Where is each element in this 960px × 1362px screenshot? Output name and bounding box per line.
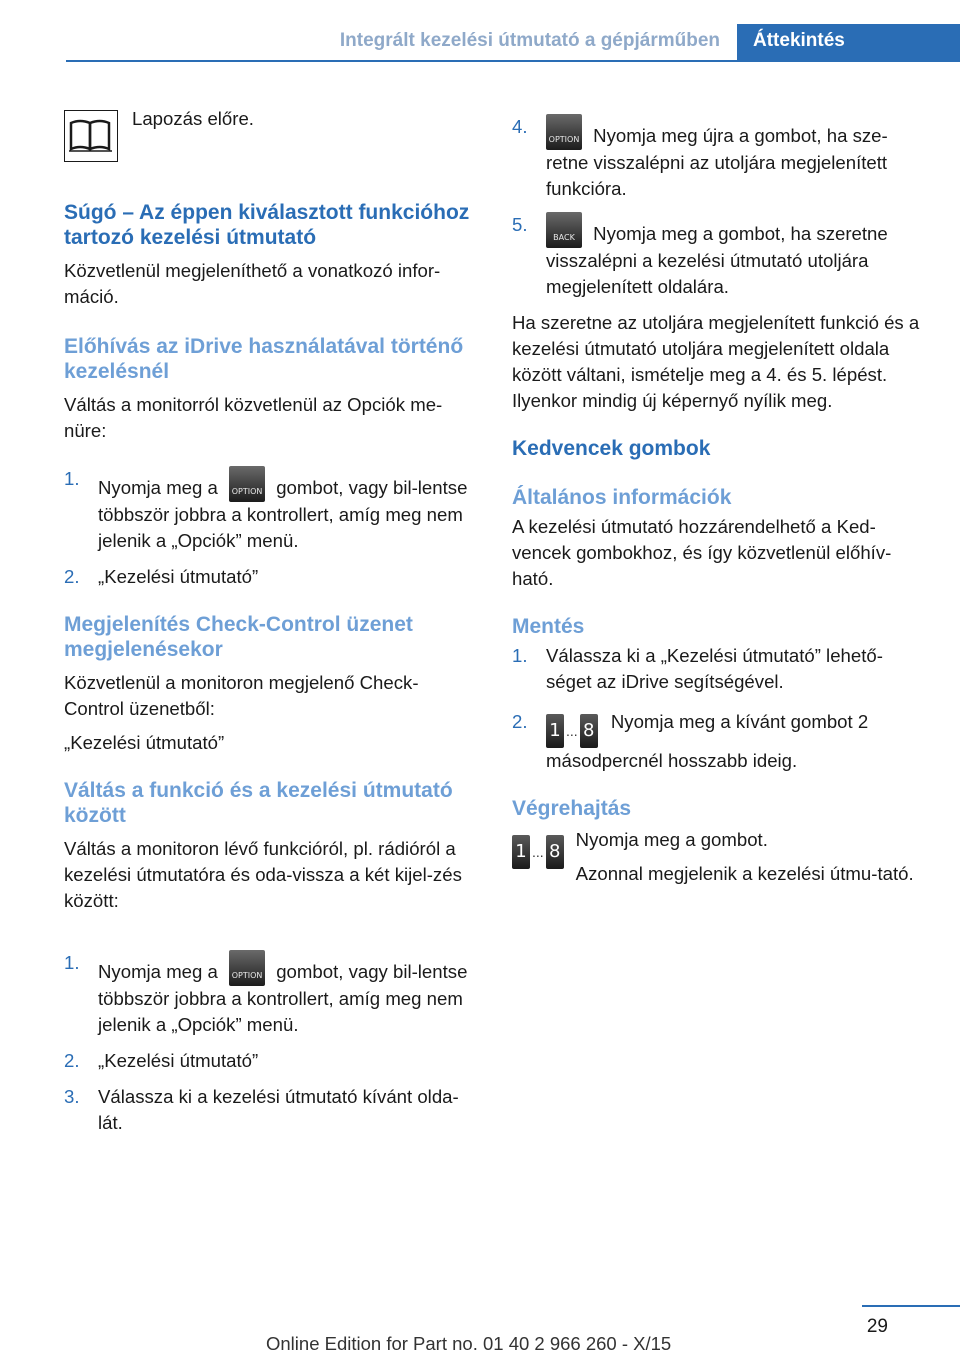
list-item: 1. Nyomja meg a OPTION gombot, vagy bil‐lentse többször jobbra a kontrollert, amíg meg nem jelenik a „Opciók” menü. [64, 468, 468, 551]
footer-rule [862, 1305, 960, 1307]
return-text: Ha szeretne az utoljára megjelenített funkció és a kezelési útmutató utoljára megjelenített oldala között váltani, ismételje meg a 4. és 5. lépést. Ilyenkor mindig új képernyő nyílik meg. [512, 312, 920, 411]
back-button-icon: BACK [546, 212, 582, 248]
heading-save: Mentés [512, 615, 585, 638]
idrive-steps [64, 466, 478, 590]
option-button-icon: OPTION [546, 114, 582, 150]
heading-favorites: Kedvencek gombok [512, 437, 711, 460]
switch-steps [64, 950, 478, 1136]
list-item: 2. 1 ... 8 Nyomja meg a kívánt gombot 2 másodpercnél hosszabb ideig. [512, 711, 869, 771]
idrive-text: Váltás a monitorról közvetlenül az Opciók me‐nüre: [64, 394, 443, 441]
option-button-icon: OPTION [229, 466, 265, 502]
heading-general: Általános információk [512, 486, 732, 509]
check-control-menu: „Kezelési útmutató” [64, 732, 225, 753]
list-item: 1. Válassza ki a „Kezelési útmutató” lehető‐séget az iDrive segítségével. [512, 645, 883, 692]
heading-help: Súgó – Az éppen kiválasztott funkcióhoz tartozó kezelési útmutató [64, 201, 470, 249]
header-section-title: Integrált kezelési útmutató a gépjárműben [339, 30, 720, 51]
header-rule [66, 60, 960, 62]
list-item: 1. Nyomja meg a OPTION gombot, vagy bil‐lentse többször jobbra a kontrollert, amíg meg nem jelenik a „Opciók” menü. [64, 952, 468, 1035]
right-column [512, 100, 922, 887]
help-text: Közvetlenül megjeleníthető a vonatkozó infor‐máció. [64, 260, 441, 307]
list-item: 5. BACK Nyomja meg a gombot, ha szeretne visszalépni a kezelési útmutató utoljára megjelenített oldalára. [512, 214, 888, 297]
edition-text: Online Edition for Part no. 01 40 2 966 260 - X/15 [266, 1333, 672, 1354]
heading-execute: Végrehajtás [512, 797, 632, 820]
header-tab: Áttekintés [737, 24, 960, 62]
list-item: 4. OPTION Nyomja meg újra a gombot, ha sze‐retne visszalépni az utoljára megjelenített funkcióra. [512, 116, 888, 199]
back-steps [512, 114, 922, 300]
switch-text: Váltás a monitoron lévő funkcióról, pl. rádióról a kezelési útmutatóra és oda-vissza a két kijel‐zés között: [64, 838, 462, 911]
check-control-text: Közvetlenül a monitoron megjelenő Check-Control üzenetből: [64, 672, 419, 719]
heading-check-control: Megjelenítés Check-Control üzenet megjelenésekor [64, 613, 413, 661]
execute-text-2: Azonnal megjelenik a kezelési útmu‐tató. [575, 863, 914, 884]
favorite-keys-icon: 1 ... 8 [512, 835, 564, 869]
heading-idrive: Előhívás az iDrive használatával történő kezelésnél [64, 335, 464, 383]
list-item: 2. „Kezelési útmutató” [64, 1050, 259, 1071]
execute-text-1: Nyomja meg a gombot. [575, 829, 768, 850]
execute-block [512, 827, 922, 887]
list-item: 3. Válassza ki a kezelési útmutató kívánt olda‐lát. [64, 1086, 459, 1133]
page-number: 29 [866, 1316, 888, 1337]
general-text: A kezelési útmutató hozzárendelhető a Ked‐vencek gombokhoz, és így közvetlenül előhív‐ható. [512, 516, 892, 589]
save-steps [512, 643, 922, 774]
list-item: 2. „Kezelési útmutató” [64, 566, 259, 587]
favorite-keys-icon: 1 ... 8 [546, 709, 598, 748]
option-button-icon: OPTION [229, 950, 265, 986]
heading-switch: Váltás a funkció és a kezelési útmutató között [64, 779, 453, 827]
left-column [64, 100, 478, 1136]
page-forward-text: Lapozás előre. [132, 108, 254, 129]
